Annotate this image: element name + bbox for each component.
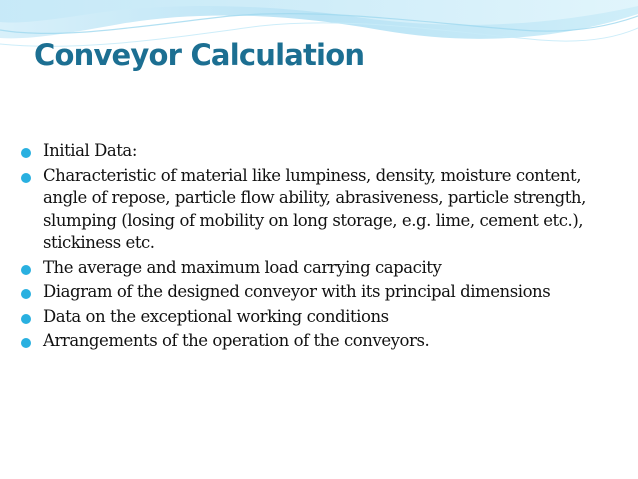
bullet-dot-icon (21, 265, 31, 275)
bullet-text: Initial Data: (43, 141, 137, 160)
bullet-list (20, 140, 620, 355)
bullet-text: Characteristic of material like lumpiness, density, moisture content, angle of repose, particle flow ability, abrasiveness, particle strength, slumping (losing of mobility on long storage, e.g. lime, cement etc.), stickiness etc. (43, 165, 586, 252)
list-item (20, 140, 620, 163)
bullet-dot-icon (21, 314, 31, 324)
list-item (20, 330, 620, 353)
bullet-dot-icon (21, 289, 31, 299)
list-item (20, 257, 620, 280)
bullet-dot-icon (21, 148, 31, 158)
list-item (20, 281, 620, 304)
bullet-text: Diagram of the designed conveyor with its principal dimensions (43, 282, 551, 301)
slide-title: Conveyor Calculation (34, 38, 365, 72)
list-item (20, 306, 620, 329)
bullet-dot-icon (21, 173, 31, 183)
bullet-text: The average and maximum load carrying capacity (43, 257, 442, 277)
bullet-dot-icon (21, 338, 31, 348)
bullet-text: Data on the exceptional working conditions (43, 306, 389, 326)
bullet-text: Arrangements of the operation of the conveyors. (43, 331, 430, 350)
list-item (20, 165, 620, 255)
